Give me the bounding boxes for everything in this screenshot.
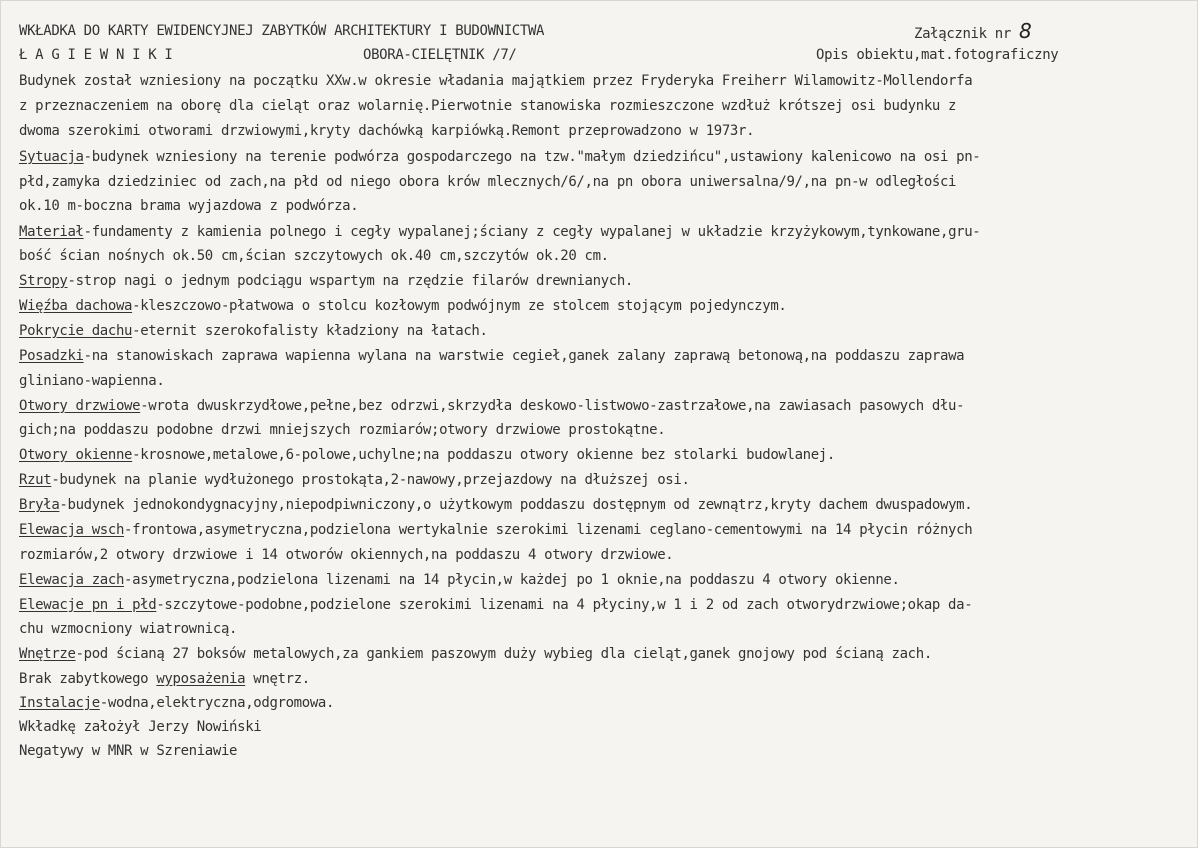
- section-windows: Otwory okienne-krosnowe,metalowe,6-polowe,uchylne;na poddaszu otwory okienne bez stolarki budowlanej.: [19, 447, 835, 463]
- text-line: ok.10 m-boczna brama wyjazdowa z podwórza.: [19, 198, 359, 214]
- section-heading: Elewacje pn i płd: [19, 597, 157, 613]
- section-heading: wyposażenia: [156, 671, 246, 687]
- section-doors: Otwory drzwiowe-wrota dwuskrzydłowe,pełne,bez odrzwi,skrzydła deskowo-listwowo-zastrzałowe,na zawiasach pasowych dłu-: [19, 398, 965, 414]
- attachment-number: 8: [1019, 19, 1032, 43]
- section-interior: Wnętrze-pod ścianą 27 boksów metalowych,za gankiem paszowym duży wybieg dla cieląt,ganek gnojowy pod ścianą zach.: [19, 646, 932, 662]
- section-roofing: Pokrycie dachu-eternit szerokofalisty kładziony na łatach.: [19, 323, 488, 339]
- section-west-elevation: Elewacja zach-asymetryczna,podzielona lizenami na 14 płycin,w każdej po 1 oknie,na poddaszu 4 otwory okienne.: [19, 572, 900, 588]
- section-body: Bryła-budynek jednokondygnacyjny,niepodpiwniczony,o użytkowym poddaszu dostępnym od zewnątrz,kryty dachem dwuspadowym.: [19, 497, 973, 513]
- section-north-south-elevations: Elewacje pn i płd-szczytowe-podobne,podzielone szerokimi lizenami na 4 płyciny,w 1 i 2 od zach otworydrzwiowe;okap da-: [19, 597, 973, 613]
- description-type: Opis obiektu,mat.fotograficzny: [816, 47, 1059, 63]
- text-line: płd,zamyka dziedziniec od zach,na płd od niego obora krów mlecznych/6/,na pn obora uniwersalna/9/,na pn-w odległości: [19, 174, 957, 190]
- section-heading: Wnętrze: [19, 646, 76, 662]
- equipment-note: Brak zabytkowego wyposażenia wnętrz.: [19, 671, 310, 687]
- place-name: Ł A G I E W N I K I: [19, 47, 173, 63]
- section-heading: Bryła: [19, 497, 60, 513]
- section-heading: Materiał: [19, 224, 84, 240]
- text-line: z przeznaczeniem na oborę dla cieląt oraz wolarnię.Pierwotnie stanowiska rozmieszczone wzdłuż krótszej osi budynku z: [19, 98, 957, 114]
- section-heading: Instalacje: [19, 695, 100, 711]
- negatives-note: Negatywy w MNR w Szreniawie: [19, 743, 238, 759]
- card-title: WKŁADKA DO KARTY EWIDENCYJNEJ ZABYTKÓW ARCHITEKTURY I BUDOWNICTWA: [19, 23, 545, 39]
- section-heading: Pokrycie dachu: [19, 323, 133, 339]
- text-line: dwoma szerokimi otworami drzwiowymi,kryty dachówką karpiówką.Remont przeprowadzono w 1973r.: [19, 123, 755, 139]
- section-heading: Elewacja zach: [19, 572, 125, 588]
- section-heading: Sytuacja: [19, 149, 84, 165]
- section-situation: Sytuacja-budynek wzniesiony na terenie podwórza gospodarczego na tzw."małym dziedzińcu",ustawiony kalenicowo na osi pn-: [19, 149, 981, 165]
- section-ceilings: Stropy-strop nagi o jednym podciągu wspartym na rzędzie filarów drewnianych.: [19, 273, 633, 289]
- text-line: chu wzmocniony wiatrownicą.: [19, 621, 238, 637]
- text-line: gich;na poddaszu podobne drzwi mniejszych rozmiarów;otwory drzwiowe prostokątne.: [19, 422, 666, 438]
- section-heading: Otwory drzwiowe: [19, 398, 141, 414]
- section-heading: Elewacja wsch: [19, 522, 125, 538]
- section-installations: Instalacje-wodna,elektryczna,odgromowa.: [19, 695, 335, 711]
- section-heading: Rzut: [19, 472, 52, 488]
- section-roof-truss: Więźba dachowa-kleszczowo-płatwowa o stolcu kozłowym podwójnym ze stolcem stojącym pojedynczym.: [19, 298, 787, 314]
- text-line: rozmiarów,2 otwory drzwiowe i 14 otworów okiennych,na poddaszu 4 otwory drzwiowe.: [19, 547, 674, 563]
- section-east-elevation: Elewacja wsch-frontowa,asymetryczna,podzielona wertykalnie szerokimi lizenami ceglano-cementowymi na 14 płycin różnych: [19, 522, 973, 538]
- author-note: Wkładkę założył Jerzy Nowiński: [19, 719, 262, 735]
- text-line: bość ścian nośnych ok.50 cm,ścian szczytowych ok.40 cm,szczytów ok.20 cm.: [19, 248, 609, 264]
- section-floors: Posadzki-na stanowiskach zaprawa wapienna wylana na warstwie cegieł,ganek zalany zaprawą betonową,na poddaszu zaprawa: [19, 348, 965, 364]
- attachment-label: Załącznik nr 8: [914, 19, 1032, 43]
- section-heading: Stropy: [19, 273, 68, 289]
- text-line: Budynek został wzniesiony na początku XXw.w okresie władania majątkiem przez Fryderyka Freiherr Wilamowitz-Mollendorfa: [19, 73, 973, 89]
- section-heading: Posadzki: [19, 348, 84, 364]
- section-plan: Rzut-budynek na planie wydłużonego prostokąta,2-nawowy,przejazdowy na dłuższej osi.: [19, 472, 690, 488]
- section-heading: Otwory okienne: [19, 447, 133, 463]
- text-line: gliniano-wapienna.: [19, 373, 165, 389]
- object-name: OBORA-CIELĘTNIK /7/: [363, 47, 517, 63]
- section-heading: Więźba dachowa: [19, 298, 133, 314]
- section-material: Materiał-fundamenty z kamienia polnego i cegły wypalanej;ściany z cegły wypalanej w układzie krzyżykowym,tynkowane,gru-: [19, 224, 981, 240]
